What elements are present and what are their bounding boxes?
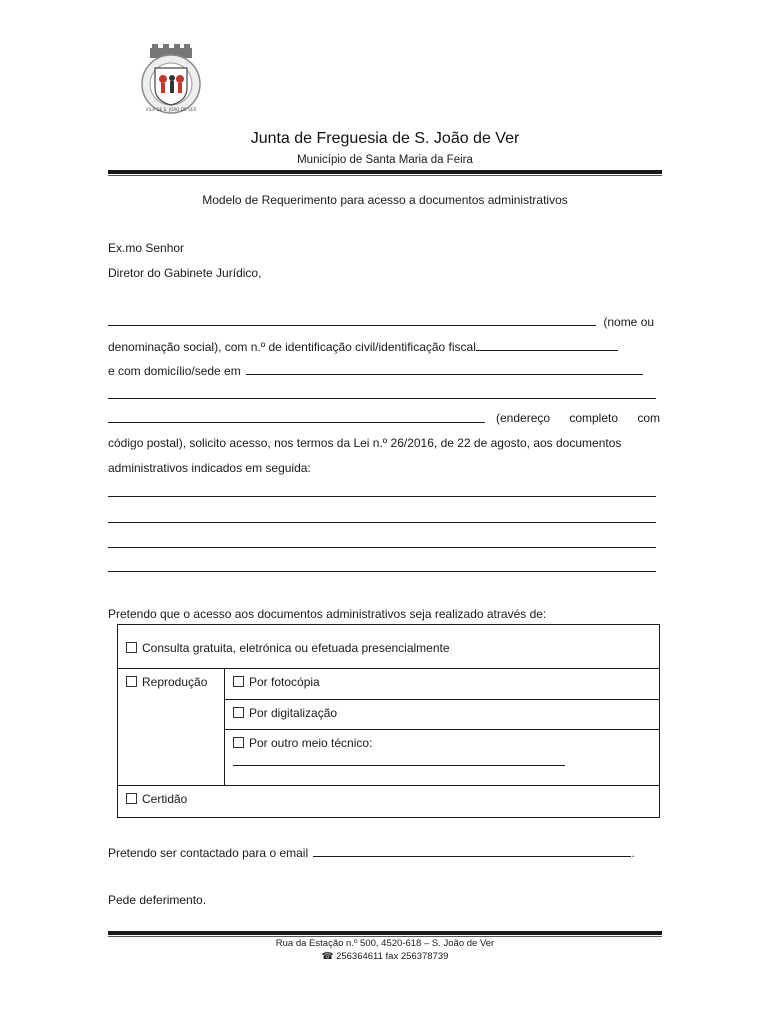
option-reproducao-label: Reprodução — [142, 675, 208, 689]
domicile-field[interactable] — [246, 363, 643, 375]
address-line — [108, 411, 660, 426]
id-line — [108, 339, 660, 354]
request-text: código postal), solicito acesso, nos termos da Lei n.º 26/2016, de 22 de agosto, aos documentos — [108, 436, 622, 450]
docs-field-1[interactable] — [108, 496, 656, 497]
domicile-text: e com domicílio/sede em — [108, 364, 241, 378]
option-certidao-label: Certidão — [142, 792, 188, 806]
access-options-table — [117, 624, 660, 818]
footer-phone — [0, 951, 770, 962]
page-title: Junta de Freguesia de S. João de Ver — [250, 130, 520, 147]
option-reproducao — [118, 669, 225, 786]
footer-divider-thin — [108, 936, 662, 937]
access-question: Pretendo que o acesso aos documentos administrativos seja realizado através de: — [108, 607, 547, 621]
form-title: Modelo de Requerimento para acesso a documentos administrativos — [202, 193, 568, 207]
option-consulta — [118, 625, 660, 669]
salutation: Ex.mo Senhor — [108, 241, 185, 255]
name-suffix: (nome ou — [603, 315, 655, 329]
email-line — [108, 845, 660, 860]
footer-address: Rua da Estação n.º 500, 4520-618 – S. João de Ver — [275, 938, 495, 949]
logo-text: VILA DE S. JOÃO DE VER — [145, 107, 197, 112]
docs-field-3[interactable] — [108, 547, 656, 548]
certidao-checkbox[interactable] — [126, 793, 137, 804]
addressee: Diretor do Gabinete Jurídico, — [108, 266, 262, 280]
closing: Pede deferimento. — [108, 893, 207, 907]
name-field[interactable] — [108, 314, 596, 326]
email-text: Pretendo ser contactado para o email — [108, 846, 309, 860]
telephone-icon: ☎ — [321, 951, 334, 962]
docs-text: administrativos indicados em seguida: — [108, 461, 311, 475]
header-divider — [108, 170, 662, 174]
id-field[interactable] — [476, 339, 618, 351]
address-field[interactable] — [108, 411, 485, 423]
footer-divider — [108, 931, 662, 935]
id-text: denominação social), com n.º de identificação civil/identificação fiscal — [108, 340, 476, 354]
reproducao-checkbox[interactable] — [126, 676, 137, 687]
footer-phone-number: 256364611 fax 256378739 — [336, 951, 449, 962]
option-consulta-label: Consulta gratuita, eletrónica ou efetuada presencialmente — [142, 641, 450, 655]
option-fotocopia — [225, 669, 660, 700]
docs-field-4[interactable] — [108, 571, 656, 572]
fotocopia-checkbox[interactable] — [233, 676, 244, 687]
address-field-line[interactable] — [108, 398, 656, 399]
outro-meio-field[interactable] — [233, 760, 565, 766]
email-end: . — [631, 846, 635, 860]
coat-of-arms-logo — [136, 44, 206, 116]
domicile-line — [108, 363, 660, 378]
option-digitalizacao — [225, 700, 660, 730]
digitalizacao-checkbox[interactable] — [233, 707, 244, 718]
email-field[interactable] — [313, 845, 631, 857]
option-outro-meio — [225, 730, 660, 786]
option-outro-meio-label: Por outro meio técnico: — [249, 736, 373, 750]
name-line — [108, 314, 660, 329]
option-fotocopia-label: Por fotocópia — [249, 675, 320, 689]
header-divider-thin — [108, 175, 662, 176]
option-digitalizacao-label: Por digitalização — [249, 706, 338, 720]
page-subtitle: Município de Santa Maria da Feira — [297, 154, 473, 166]
outro-meio-checkbox[interactable] — [233, 737, 244, 748]
docs-field-2[interactable] — [108, 522, 656, 523]
option-certidao — [118, 786, 660, 818]
address-suffix: (endereço completo com — [496, 411, 660, 425]
consulta-checkbox[interactable] — [126, 642, 137, 653]
